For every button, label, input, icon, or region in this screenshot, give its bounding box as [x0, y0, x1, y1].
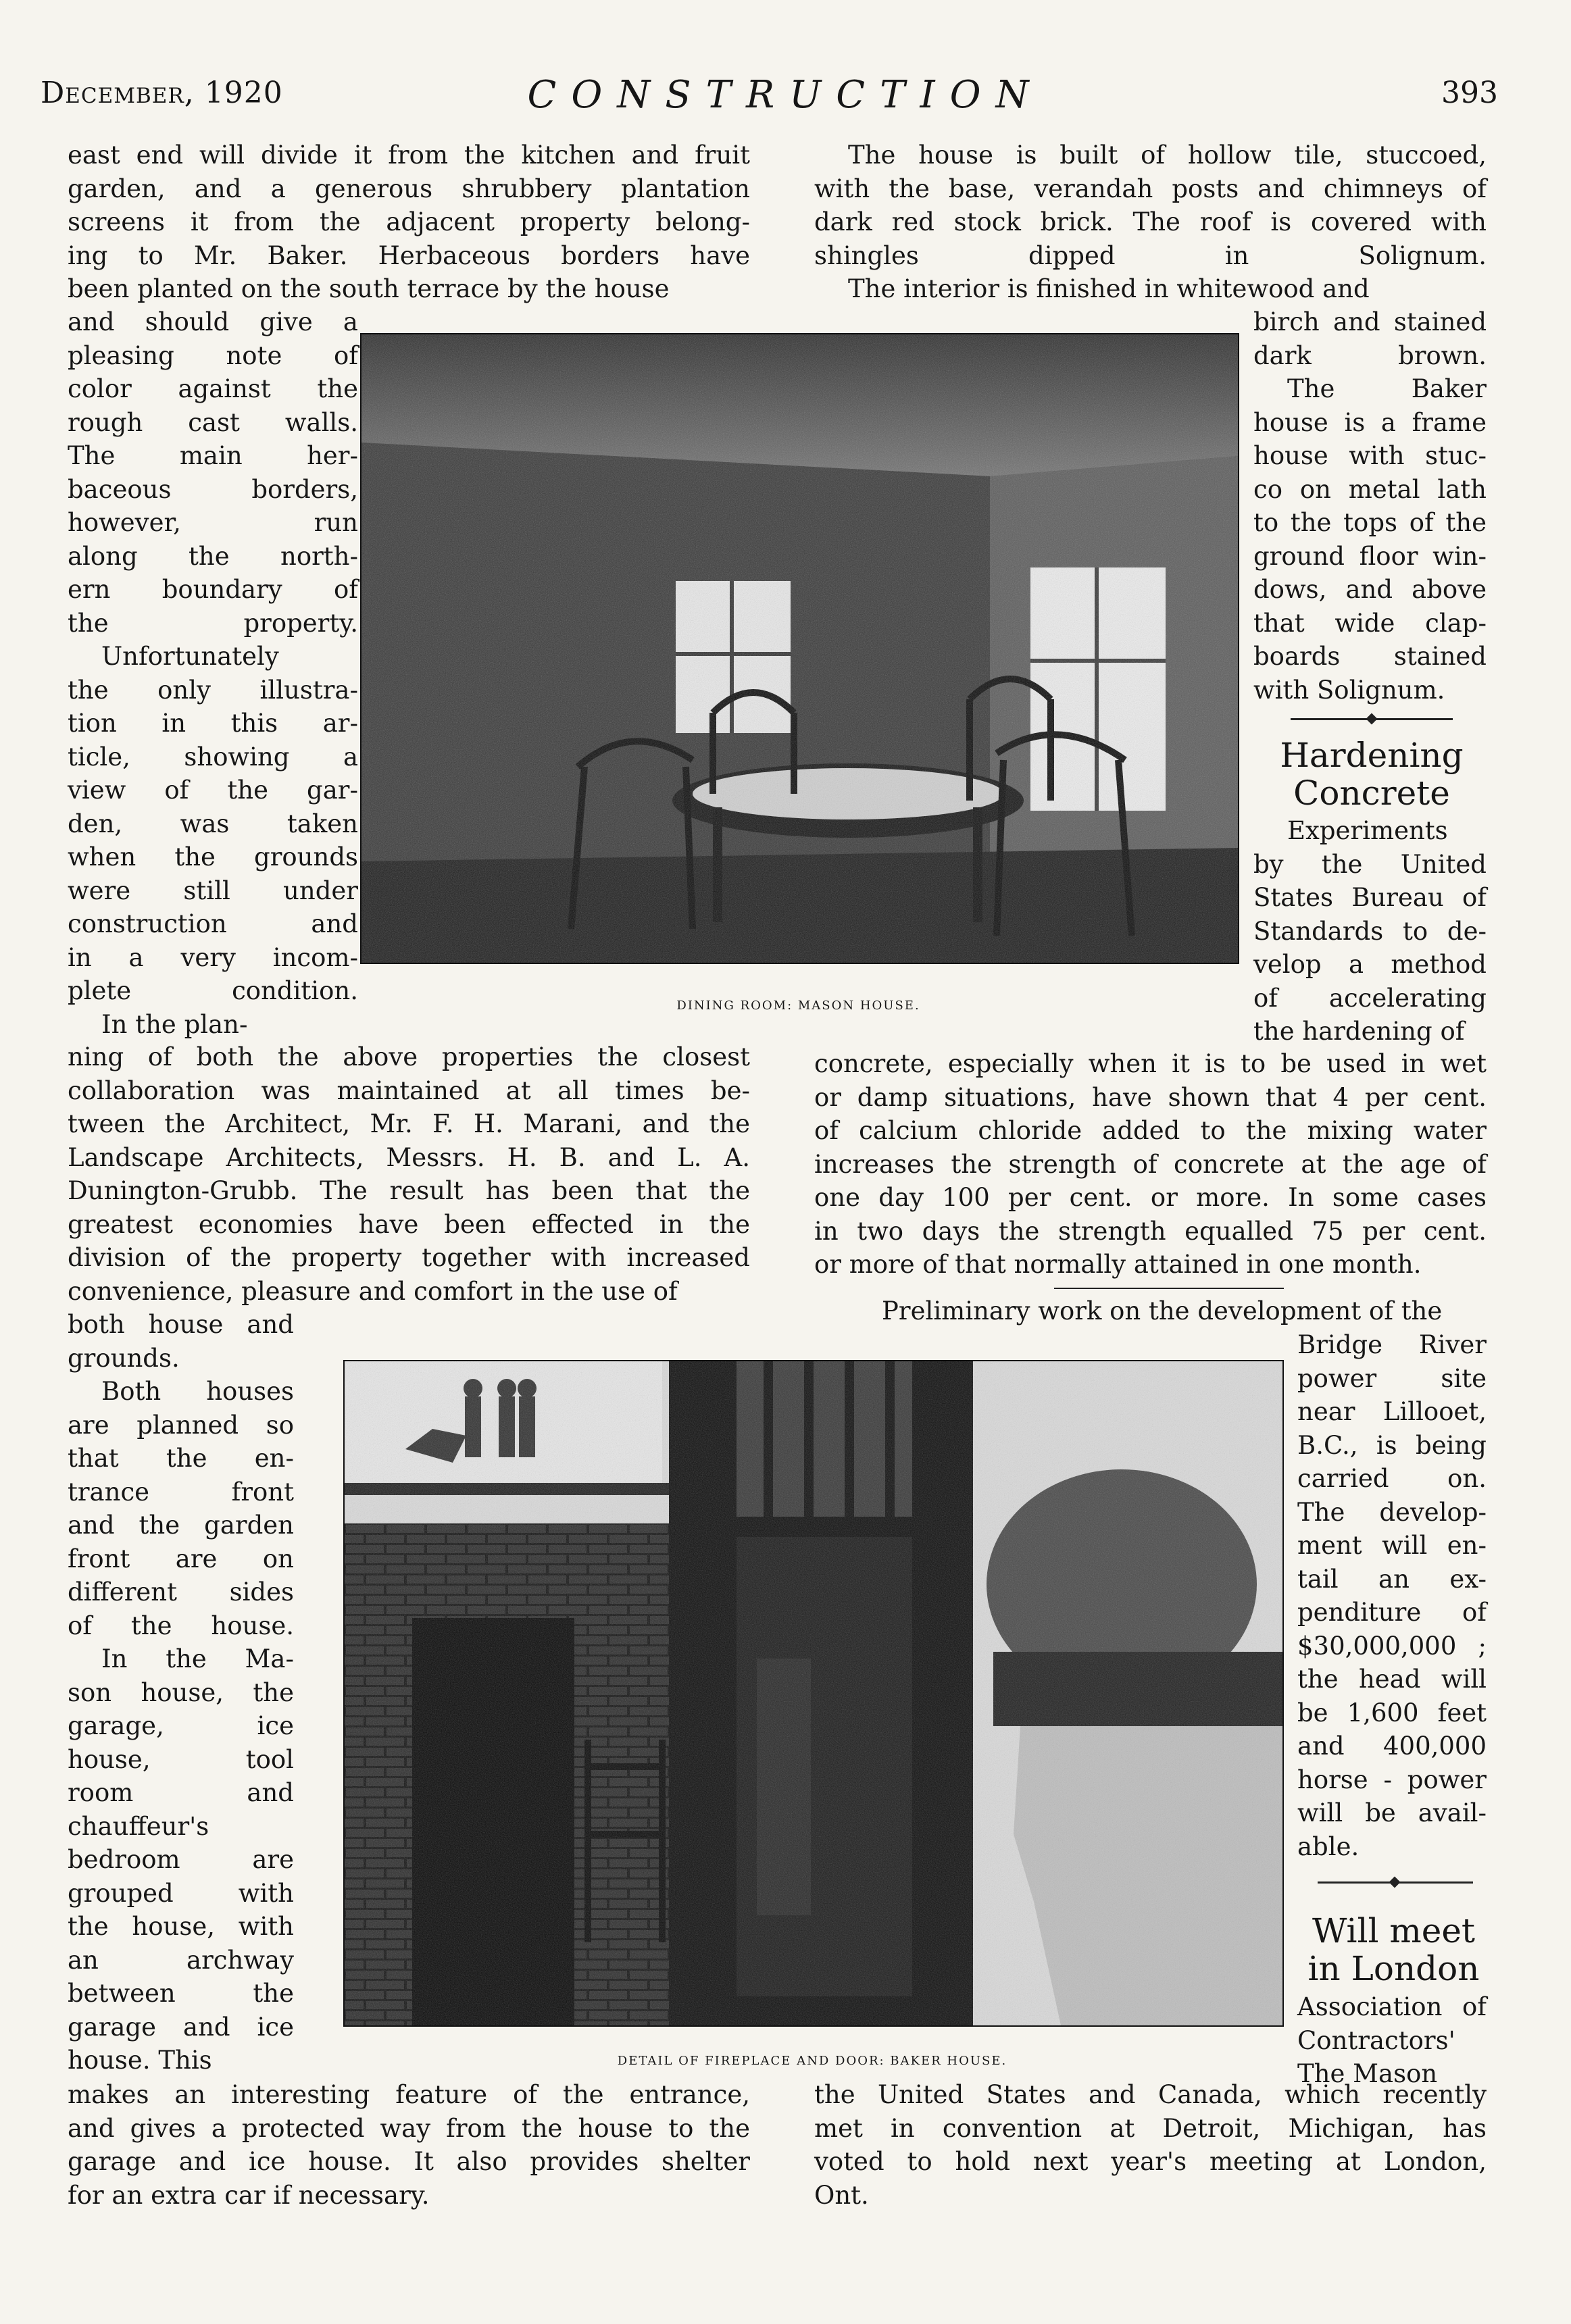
right-narrow-text-2 [1253, 814, 1487, 1049]
text-line: been planted on the south terrace by the house [68, 274, 670, 303]
text-line: between the [68, 1979, 294, 2008]
text-line: or damp situations, have shown that 4 per cent. [814, 1082, 1487, 1112]
page-number: 393 [1441, 76, 1498, 110]
text-line: ment will en- [1297, 1531, 1487, 1560]
text-line: ground floor win- [1253, 541, 1487, 571]
text-line: boards stained [1253, 642, 1487, 671]
text-line: The develop- [1297, 1497, 1487, 1527]
text-line: the only illustra- [68, 675, 358, 705]
right-top-text [814, 138, 1487, 306]
text-line: garage and ice house. It also provides shelter [68, 2147, 750, 2176]
text-line: rough cast walls. [68, 407, 358, 437]
text-line: the United States and Canada, which recently [814, 2080, 1487, 2109]
text-line: house is a frame [1253, 407, 1487, 437]
text-line: different sides [68, 1577, 294, 1607]
text-line: color against the [68, 374, 358, 403]
page-date: December, 1920 [41, 76, 283, 110]
text-line: in two days the strength equalled 75 per cent. [814, 1216, 1487, 1246]
heading-hardening-concrete [1253, 736, 1490, 812]
text-line: The house is built of hollow tile, stuccoed, [848, 141, 1487, 170]
rule-ornament-1 [1366, 713, 1378, 725]
text-line: $30,000,000 ; [1297, 1631, 1487, 1661]
text-line: co on metal lath [1253, 474, 1487, 504]
right-narrow-text-3 [1297, 1328, 1487, 1863]
text-line: horse - power [1297, 1765, 1487, 1794]
text-line: house with stuc- [1253, 441, 1487, 470]
text-line: able. [1297, 1832, 1360, 1861]
text-line: The Baker [1287, 374, 1487, 403]
text-line: tion in this ar- [68, 709, 358, 738]
text-line: of accelerating [1253, 983, 1487, 1013]
text-line: near Lillooet, [1297, 1397, 1487, 1426]
text-line: Dunington-Grubb. The result has been that the [68, 1176, 750, 1205]
text-line: in a very incom- [68, 942, 358, 972]
text-line: son house, the [68, 1677, 294, 1707]
text-line: the head will [1297, 1665, 1487, 1694]
text-line: however, run [68, 508, 358, 537]
text-line: for an extra car if necessary. [68, 2180, 430, 2210]
text-line: dark brown. [1253, 340, 1487, 370]
text-line: that the en- [68, 1444, 294, 1473]
text-line: The main her- [68, 441, 358, 470]
text-line: Both houses [101, 1377, 294, 1406]
text-line: are planned so [68, 1410, 294, 1440]
journal-title: CONSTRUCTION [527, 73, 1044, 117]
text-line: makes an interesting feature of the entrance, [68, 2080, 750, 2109]
text-line: penditure of [1297, 1598, 1487, 1627]
text-line: and the garden [68, 1511, 294, 1540]
text-line: grounds. [68, 1343, 180, 1373]
right-bridge-first-line: Preliminary work on the development of the [882, 1296, 1443, 1325]
left-middle-text [68, 1040, 750, 1308]
text-line: along the north- [68, 541, 358, 571]
text-line: in London [1307, 1949, 1480, 1988]
text-line: screens it from the adjacent property belong- [68, 207, 750, 236]
text-line: Association of [1297, 1992, 1487, 2021]
fireplace-detail-photo [343, 1360, 1284, 2027]
heading-will-meet-in-london [1297, 1912, 1490, 1988]
text-line: and should give a [68, 307, 358, 336]
text-line: grouped with [68, 1878, 294, 1908]
text-line: of calcium chloride added to the mixing water [814, 1116, 1487, 1145]
rule-ornament-2 [1389, 1877, 1401, 1888]
text-line: shingles dipped in Solignum. [814, 241, 1487, 270]
left-top-text [68, 138, 750, 306]
text-line: dark red stock brick. The roof is covered with [814, 207, 1487, 236]
text-line: convenience, pleasure and comfort in the use of [68, 1276, 678, 1306]
text-line: division of the property together with increased [68, 1243, 750, 1272]
text-line: be 1,600 feet [1297, 1698, 1487, 1727]
text-line: increases the strength of concrete at the age of [814, 1149, 1487, 1179]
text-line: room and [68, 1778, 294, 1807]
text-line: construction and [68, 909, 358, 938]
text-line: den, was taken [68, 809, 358, 838]
text-line: bedroom are [68, 1845, 294, 1874]
dining-room-photo [360, 333, 1239, 964]
right-narrow-text-4 [1297, 1990, 1487, 2091]
left-narrow-text-2 [68, 1308, 294, 2077]
text-line: dows, and above [1253, 575, 1487, 604]
text-line: garage, ice [68, 1711, 294, 1740]
right-bottom-text [814, 2078, 1487, 2212]
text-line: Standards to de- [1253, 916, 1487, 946]
text-line: baceous borders, [68, 474, 358, 504]
text-line: ning of both the above properties the closest [68, 1042, 750, 1071]
text-line: both house and [68, 1310, 294, 1339]
text-line: that wide clap- [1253, 608, 1487, 638]
text-line: the house, with [68, 1912, 294, 1941]
text-line: by the United [1253, 849, 1487, 879]
text-line: ticle, showing a [68, 742, 358, 772]
text-line: and 400,000 [1297, 1732, 1487, 1761]
text-line: In the Ma- [101, 1644, 294, 1673]
text-line: will be avail- [1297, 1798, 1487, 1827]
text-line: ern boundary of [68, 575, 358, 604]
text-line: carried on. [1297, 1464, 1487, 1493]
text-line: of the house. [68, 1611, 294, 1640]
text-line: Landscape Architects, Messrs. H. B. and L. A. [68, 1142, 750, 1172]
text-line: trance front [68, 1477, 294, 1507]
text-line: chauffeur's [68, 1811, 209, 1841]
text-line: The interior is finished in whitewood and [848, 274, 1370, 303]
left-bottom-text [68, 2078, 750, 2212]
text-line: pleasing note of [68, 340, 358, 370]
dining-room-caption: DINING ROOM: MASON HOUSE. [676, 999, 920, 1013]
section-rule-2 [1054, 1288, 1284, 1289]
text-line: Will meet [1312, 1911, 1476, 1950]
text-line: Contractors' [1297, 2025, 1455, 2055]
text-line: with Solignum. [1253, 675, 1445, 705]
text-line: with the base, verandah posts and chimneys of [814, 174, 1487, 203]
text-line: B.C., is being [1297, 1430, 1487, 1460]
text-line: the hardening of [1253, 1017, 1465, 1046]
text-line: house, tool [68, 1744, 294, 1774]
text-line: east end will divide it from the kitchen and fruit [68, 141, 750, 170]
fireplace-caption: DETAIL OF FIREPLACE AND DOOR: BAKER HOUSE. [617, 2054, 1007, 2068]
left-narrow-text-1 [68, 305, 358, 1041]
text-line: front are on [68, 1544, 294, 1573]
text-line: or more of that normally attained in one month. [814, 1250, 1422, 1279]
text-line: Ont. [814, 2180, 869, 2210]
right-middle-text [814, 1047, 1487, 1282]
text-line: Concrete [1293, 774, 1450, 813]
text-line: States Bureau of [1253, 883, 1487, 912]
text-line: tween the Architect, Mr. F. H. Marani, and the [68, 1109, 750, 1138]
text-line: met in convention at Detroit, Michigan, has [814, 2113, 1487, 2143]
text-line: concrete, especially when it is to be used in wet [814, 1049, 1487, 1078]
right-narrow-text-1 [1253, 305, 1487, 707]
text-line: birch and stained [1253, 307, 1487, 336]
text-line: house. This [68, 2046, 212, 2075]
text-line: Experiments [1287, 816, 1448, 845]
text-line: collaboration was maintained at all times be- [68, 1076, 750, 1105]
text-line: Bridge River [1297, 1330, 1487, 1359]
text-line: velop a method [1253, 950, 1487, 979]
text-line: one day 100 per cent. or more. In some cases [814, 1183, 1487, 1212]
text-line: In the plan- [101, 1009, 248, 1039]
text-line: were still under [68, 876, 358, 905]
text-line: and gives a protected way from the house to the [68, 2113, 750, 2143]
text-line: voted to hold next year's meeting at London, [814, 2147, 1487, 2176]
text-line: when the grounds [68, 842, 358, 872]
text-line: the property. [68, 608, 358, 638]
text-line: garage and ice [68, 2012, 294, 2042]
text-line: tail an ex- [1297, 1564, 1487, 1594]
text-line: The Mason [1297, 2059, 1438, 2088]
text-line: garden, and a generous shrubbery plantation [68, 174, 750, 203]
text-line: Hardening [1280, 736, 1464, 775]
text-line: Unfortunately [101, 642, 279, 671]
text-line: power site [1297, 1363, 1487, 1393]
text-line: plete condition. [68, 976, 358, 1005]
text-line: to the tops of the [1253, 508, 1487, 537]
text-line: an archway [68, 1945, 294, 1975]
text-line: greatest economies have been effected in the [68, 1209, 750, 1239]
text-line: ing to Mr. Baker. Herbaceous borders have [68, 241, 750, 270]
text-line: view of the gar- [68, 776, 358, 805]
